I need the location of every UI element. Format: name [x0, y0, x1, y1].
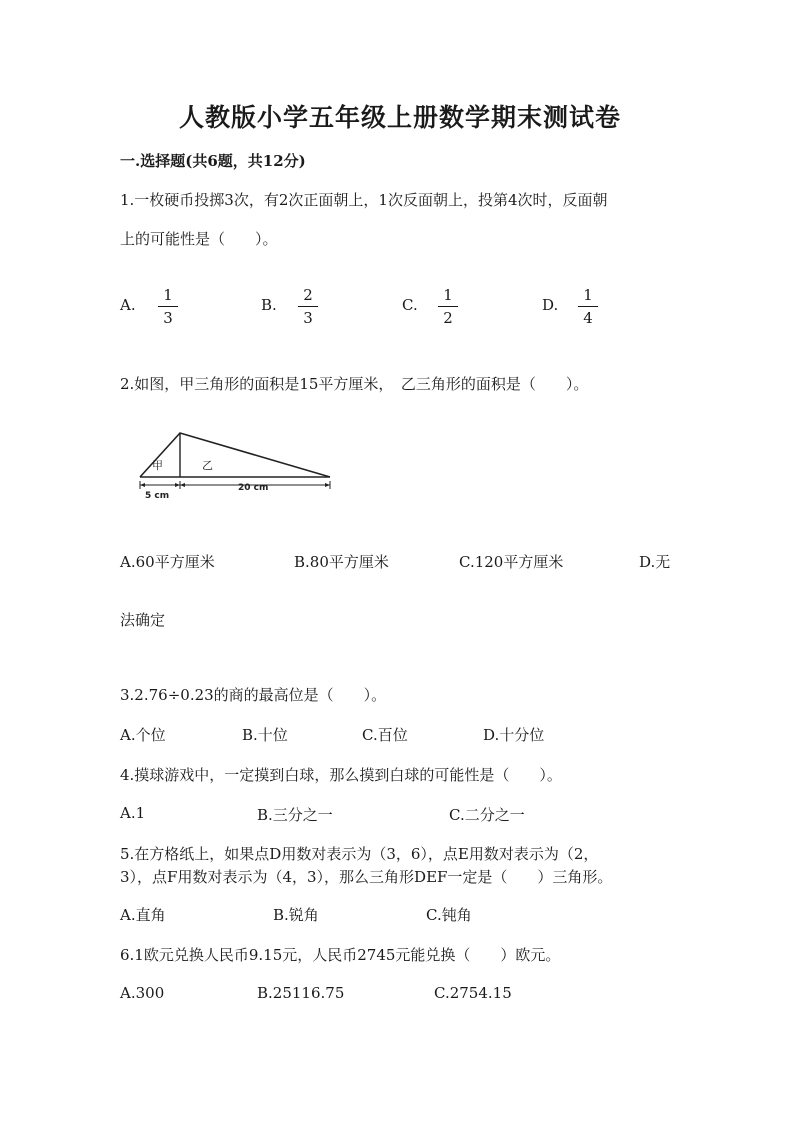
question-5-line-1: 5.在方格纸上，如果点D用数对表示为（3，6），点E用数对表示为（2， [120, 845, 599, 863]
q2-option-b: B.80平方厘米 [294, 553, 389, 571]
question-2-text: 2.如图，甲三角形的面积是15平方厘米， 乙三角形的面积是（ ）。 [120, 375, 589, 393]
fraction-bar [158, 306, 178, 307]
q3-option-a: A.个位 [120, 726, 166, 744]
fraction-numerator: 1 [443, 286, 453, 304]
q5-option-b: B.锐角 [273, 906, 319, 924]
dim-label-left: 5 cm [145, 491, 170, 501]
label-jia: 甲 [152, 459, 163, 472]
arrowhead [180, 483, 185, 487]
q4-option-b: B.三分之一 [257, 806, 333, 824]
q1-option-b-fraction [298, 288, 318, 326]
page-title: 人教版小学五年级上册数学期末测试卷 [178, 103, 621, 132]
fraction-denominator: 4 [583, 309, 593, 327]
q5-option-c: C.钝角 [426, 906, 472, 924]
fraction-denominator: 3 [163, 309, 173, 327]
q1-option-c-label: C. [402, 296, 418, 314]
q1-option-c-fraction [438, 288, 458, 326]
q2-option-c: C.120平方厘米 [459, 553, 564, 571]
question-1-line-2: 上的可能性是（ ）。 [120, 230, 278, 248]
q6-option-c: C.2754.15 [434, 984, 512, 1002]
arrowhead [325, 483, 330, 487]
q3-option-b: B.十位 [242, 726, 288, 744]
q1-option-d-label: D. [542, 296, 559, 314]
question-5-line-2: 3），点F用数对表示为（4，3），那么三角形DEF一定是（ ）三角形。 [120, 868, 613, 886]
fraction-bar [298, 306, 318, 307]
fraction-bar [438, 306, 458, 307]
q1-option-a-label: A. [120, 296, 136, 314]
question-3-text: 3.2.76÷0.23的商的最高位是（ ）。 [120, 686, 387, 704]
question-6-text: 6.1欧元兑换人民币9.15元，人民币2745元能兑换（ ）欧元。 [120, 946, 561, 964]
fraction-bar [578, 306, 598, 307]
q1-option-b-label: B. [261, 296, 277, 314]
triangle-figure [130, 425, 345, 505]
q6-option-b: B.25116.75 [257, 984, 345, 1002]
arrowhead [175, 483, 180, 487]
fraction-numerator: 1 [583, 286, 593, 304]
label-yi: 乙 [202, 459, 213, 472]
q6-option-a: A.300 [120, 984, 165, 1002]
q2-option-a: A.60平方厘米 [120, 553, 215, 571]
fraction-numerator: 1 [163, 286, 173, 304]
dim-label-right: 20 cm [238, 483, 269, 493]
q2-option-d: D.无 [639, 553, 671, 571]
q3-option-c: C.百位 [362, 726, 408, 744]
q2-option-d-continued: 法确定 [120, 611, 166, 629]
fraction-numerator: 2 [303, 286, 313, 304]
q5-option-a: A.直角 [120, 906, 166, 924]
question-4-text: 4.摸球游戏中，一定摸到白球，那么摸到白球的可能性是（ ）。 [120, 766, 562, 784]
fraction-denominator: 2 [443, 309, 453, 327]
section-heading: 一.选择题(共6题，共12分) [120, 152, 306, 170]
q4-option-c: C.二分之一 [449, 806, 525, 824]
q1-option-d-fraction [578, 288, 598, 326]
q4-option-a: A.1 [120, 804, 146, 822]
q1-option-a-fraction [158, 288, 178, 326]
triangle-outline [140, 433, 330, 477]
arrowhead [140, 483, 145, 487]
fraction-denominator: 3 [303, 309, 313, 327]
q3-option-d: D.十分位 [483, 726, 545, 744]
question-1-line-1: 1.一枚硬币投掷3次，有2次正面朝上，1次反面朝上，投第4次时，反面朝 [120, 191, 608, 209]
